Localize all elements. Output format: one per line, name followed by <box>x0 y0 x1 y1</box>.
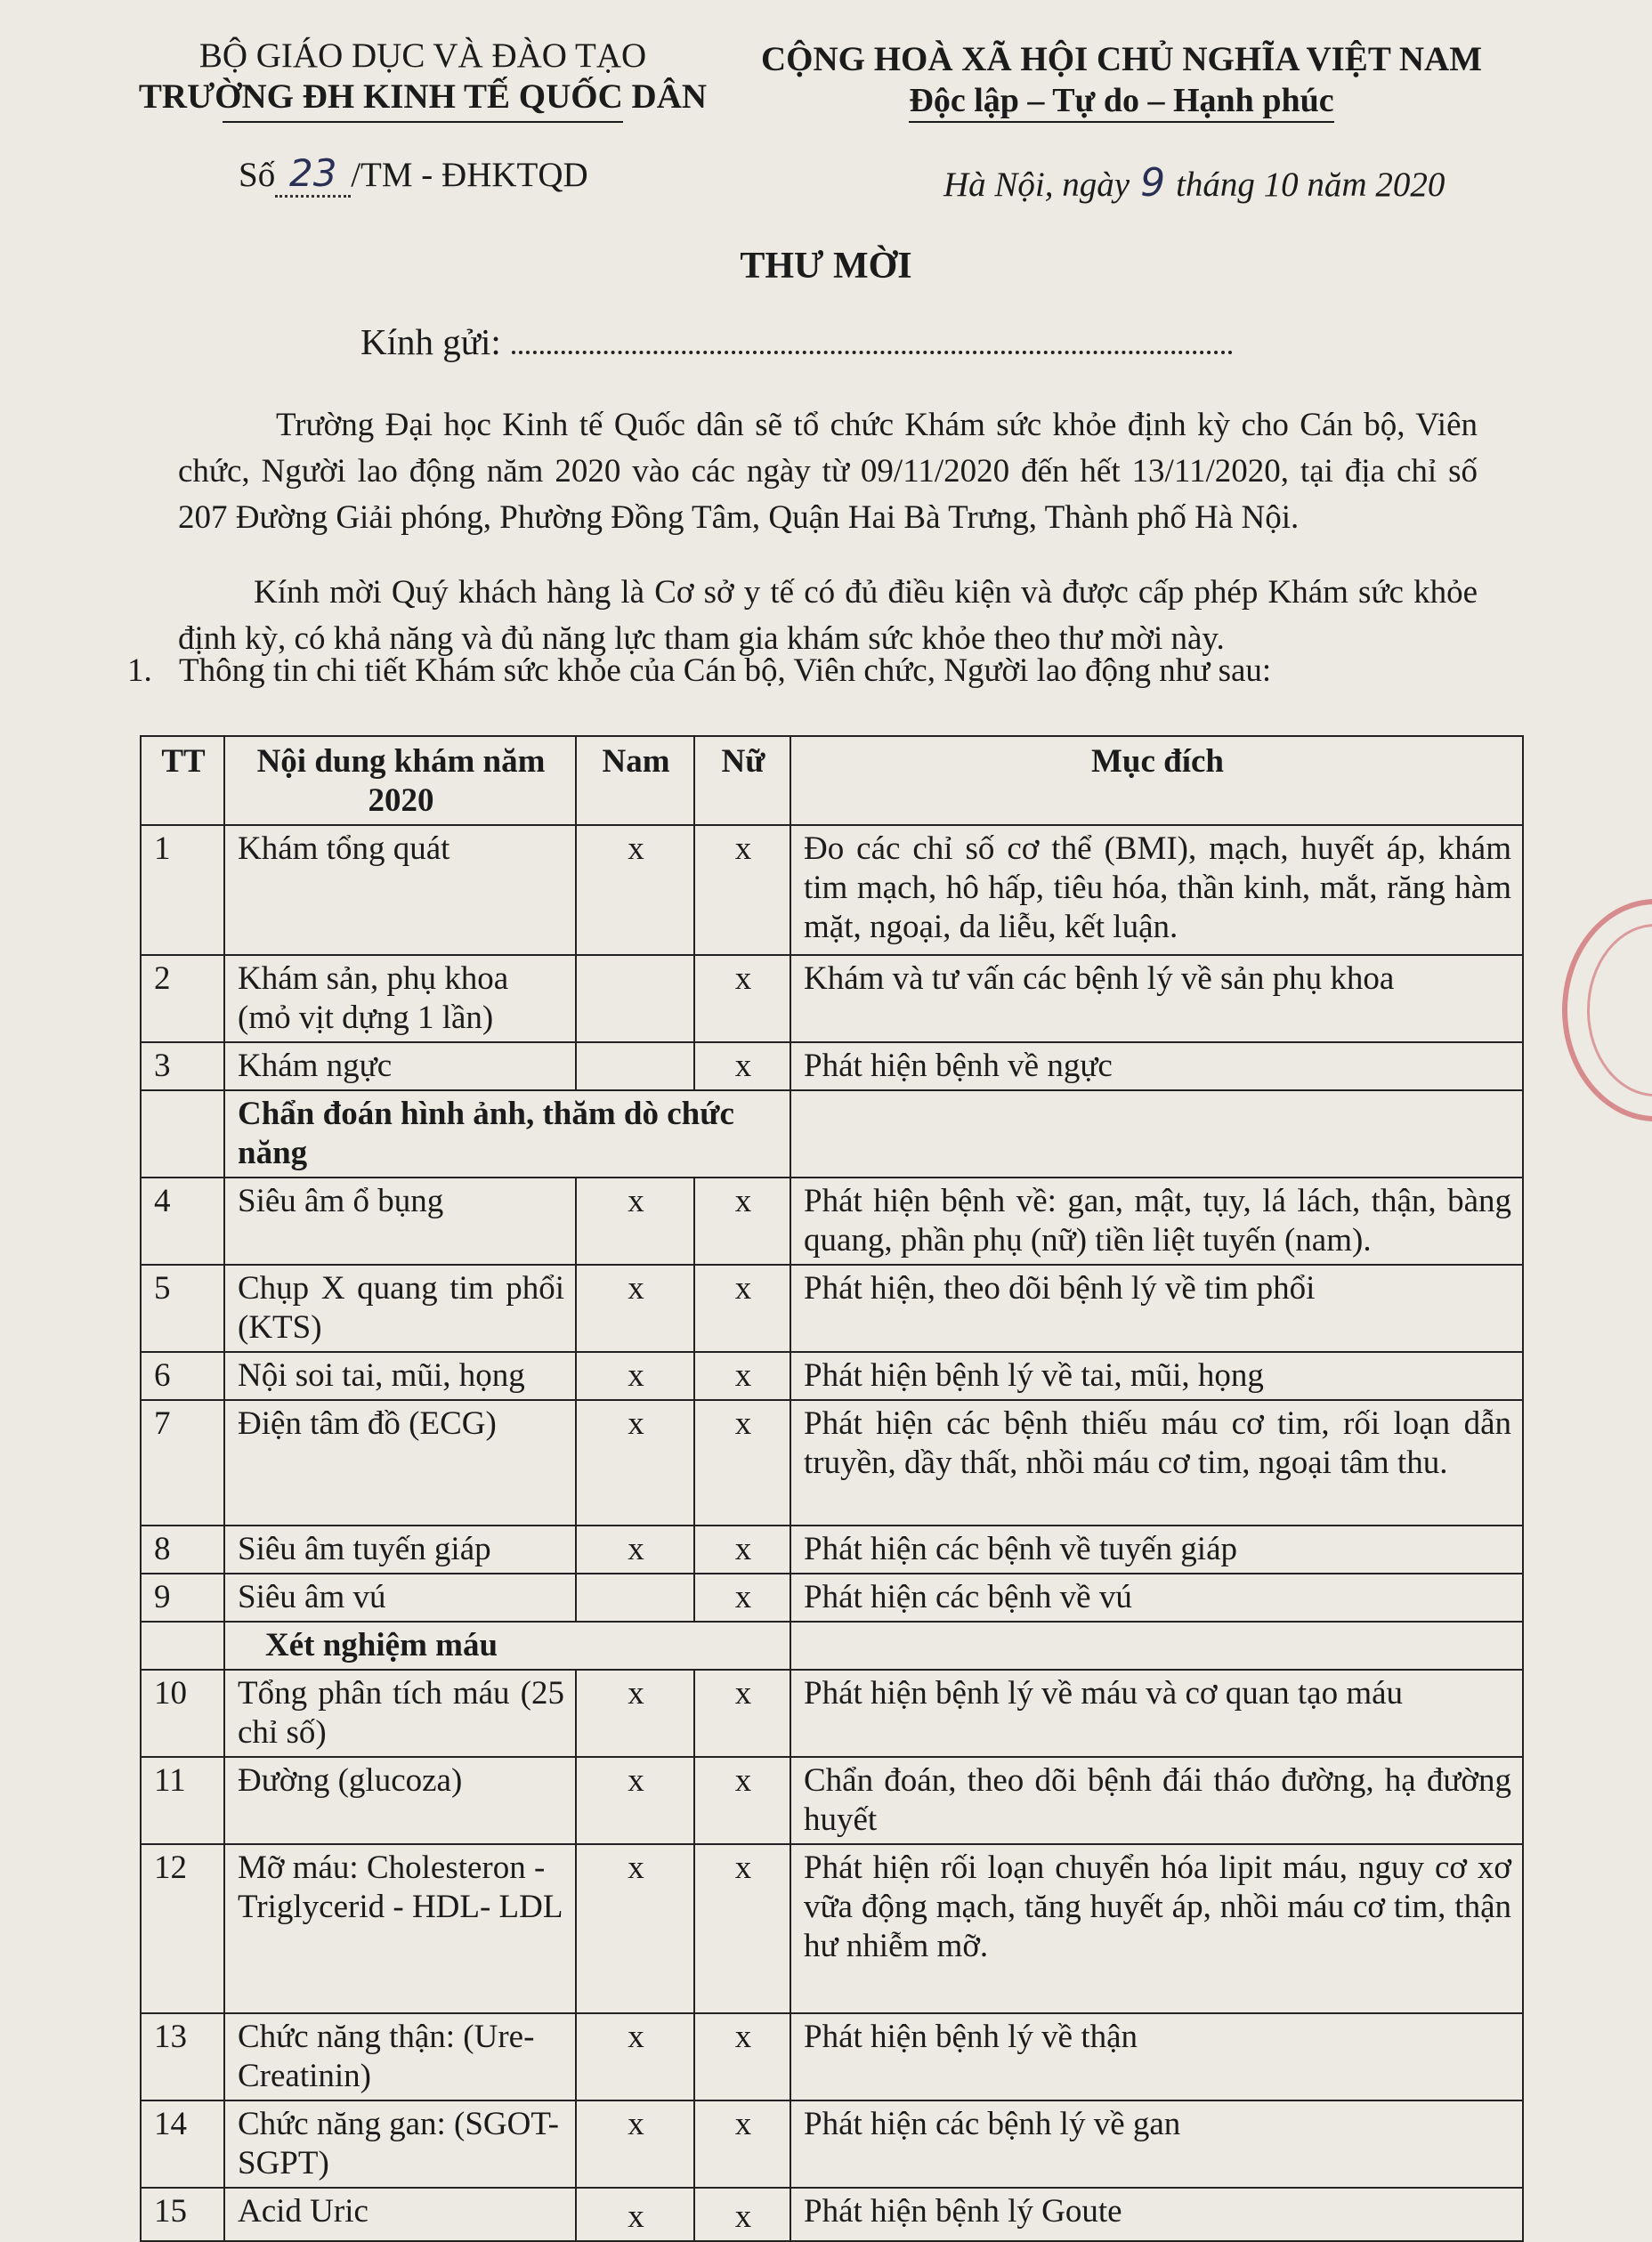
row-tt: 2 <box>141 955 224 1042</box>
header-tt: TT <box>141 736 224 825</box>
row-content: Acid Uric <box>224 2188 576 2241</box>
row-purpose: Phát hiện các bệnh về tuyến giáp <box>790 1526 1523 1574</box>
row-purpose: Phát hiện rối loạn chuyển hóa lipit máu, nguy cơ xơ vữa động mạch, tăng huyết áp, nhồi máu cơ tim, thận hư nhiễm mỡ. <box>790 1844 1523 2013</box>
row-tt: 14 <box>141 2100 224 2188</box>
row-female: x <box>694 2100 790 2188</box>
group-label: Xét nghiệm máu <box>224 1622 790 1670</box>
doc-number-handwritten: 23 <box>275 151 351 198</box>
row-male: x <box>576 1265 694 1352</box>
row-female: x <box>694 2188 790 2241</box>
group-row-imaging <box>141 1090 1523 1178</box>
date-day-handwritten: 9 <box>1140 160 1166 206</box>
doc-number-suffix: /TM - ĐHKTQD <box>351 156 588 194</box>
row-male: x <box>576 1178 694 1265</box>
page-title: THƯ MỜI <box>740 246 912 287</box>
document-number <box>239 151 588 198</box>
row-tt: 10 <box>141 1670 224 1757</box>
row-purpose: Đo các chỉ số cơ thể (BMI), mạch, huyết áp, khám tim mạch, hô hấp, tiêu hóa, thần kinh, mắt, răng hàm mặt, ngoại, da liễu, kết luận. <box>790 825 1523 955</box>
row-male: x <box>576 1352 694 1400</box>
group-tt-empty <box>141 1090 224 1178</box>
table-row <box>141 1400 1523 1526</box>
header-left <box>134 36 712 123</box>
row-tt: 7 <box>141 1400 224 1526</box>
intro-paragraph: Trường Đại học Kinh tế Quốc dân sẽ tổ chức Khám sức khỏe định kỳ cho Cán bộ, Viên chức, Người lao động năm 2020 vào các ngày từ 09/11/2020 đến hết 13/11/2020, tại địa chỉ số 207 Đường Giải phóng, Phường Đồng Tâm, Quận Hai Bà Trưng, Thành phố Hà Nội. <box>178 407 1478 536</box>
row-content: Chức năng thận: (Ure- Creatinin) <box>224 2013 576 2100</box>
group-purpose-empty <box>790 1090 1523 1178</box>
row-female: x <box>694 1526 790 1574</box>
table-row <box>141 1757 1523 1844</box>
table-row <box>141 1670 1523 1757</box>
group-row-blood <box>141 1622 1523 1670</box>
group-tt-empty <box>141 1622 224 1670</box>
table-row <box>141 1844 1523 2013</box>
row-purpose: Phát hiện bệnh về ngực <box>790 1042 1523 1090</box>
row-tt: 6 <box>141 1352 224 1400</box>
row-content: Điện tâm đồ (ECG) <box>224 1400 576 1526</box>
row-male: x <box>576 1400 694 1526</box>
row-content: Khám ngực <box>224 1042 576 1090</box>
row-content: Khám sản, phụ khoa (mỏ vịt dựng 1 lần) <box>224 955 576 1042</box>
row-content: Chụp X quang tim phổi (KTS) <box>224 1265 576 1352</box>
header-content: Nội dung khám năm 2020 <box>224 736 576 825</box>
seal-inner-ring <box>1587 924 1652 1097</box>
row-male: x <box>576 2188 694 2241</box>
row-content: Siêu âm vú <box>224 1574 576 1622</box>
row-tt: 13 <box>141 2013 224 2100</box>
row-tt: 12 <box>141 1844 224 2013</box>
table-row <box>141 2100 1523 2188</box>
row-purpose: Phát hiện các bệnh lý về gan <box>790 2100 1523 2188</box>
row-tt: 8 <box>141 1526 224 1574</box>
section-heading <box>127 652 1271 690</box>
row-female: x <box>694 1265 790 1352</box>
row-tt: 5 <box>141 1265 224 1352</box>
row-female: x <box>694 1178 790 1265</box>
addressee-label: Kính gửi: <box>360 321 501 362</box>
row-tt: 4 <box>141 1178 224 1265</box>
row-female: x <box>694 1670 790 1757</box>
row-purpose: Phát hiện bệnh lý về máu và cơ quan tạo máu <box>790 1670 1523 1757</box>
table-header-row <box>141 736 1523 825</box>
header-right <box>757 39 1486 123</box>
group-purpose-empty <box>790 1622 1523 1670</box>
row-content: Tổng phân tích máu (25 chỉ số) <box>224 1670 576 1757</box>
invitation-paragraph: Kính mời Quý khách hàng là Cơ sở y tế có đủ điều kiện và được cấp phép Khám sức khỏe định kỳ, có khả năng và đủ năng lực tham gia khám sức khỏe theo thư mời này. <box>178 574 1478 657</box>
row-male: x <box>576 825 694 955</box>
row-female: x <box>694 955 790 1042</box>
row-purpose: Phát hiện các bệnh về vú <box>790 1574 1523 1622</box>
row-purpose: Phát hiện, theo dõi bệnh lý về tim phổi <box>790 1265 1523 1352</box>
row-purpose: Phát hiện các bệnh thiếu máu cơ tim, rối loạn dẫn truyền, dầy thất, nhồi máu cơ tim, ngoại tâm thu. <box>790 1400 1523 1526</box>
row-male: x <box>576 1844 694 2013</box>
red-seal-stamp <box>1562 899 1652 1121</box>
header-left-underline <box>223 121 623 123</box>
document-date <box>943 160 1445 206</box>
table-row <box>141 825 1523 955</box>
row-male: x <box>576 2013 694 2100</box>
row-tt: 9 <box>141 1574 224 1622</box>
row-content: Mỡ máu: Cholesteron - Triglycerid - HDL- LDL <box>224 1844 576 2013</box>
ministry-name: BỘ GIÁO DỤC VÀ ĐÀO TẠO <box>198 36 647 75</box>
header-male: Nam <box>576 736 694 825</box>
row-female: x <box>694 825 790 955</box>
row-tt: 11 <box>141 1757 224 1844</box>
table-row <box>141 1178 1523 1265</box>
row-female: x <box>694 1757 790 1844</box>
row-tt: 3 <box>141 1042 224 1090</box>
national-motto: Độc lập – Tự do – Hạnh phúc <box>909 80 1333 123</box>
row-female: x <box>694 1844 790 2013</box>
table-row <box>141 1574 1523 1622</box>
row-purpose: Phát hiện bệnh về: gan, mật, tụy, lá lách, thận, bàng quang, phần phụ (nữ) tiền liệt tuyến (nam). <box>790 1178 1523 1265</box>
row-purpose: Chẩn đoán, theo dõi bệnh đái tháo đường, hạ đường huyết <box>790 1757 1523 1844</box>
row-male: x <box>576 1526 694 1574</box>
row-male <box>576 1574 694 1622</box>
school-name: TRƯỜNG ĐH KINH TẾ QUỐC DÂN <box>138 77 708 116</box>
addressee-blank <box>512 324 1233 354</box>
table-row <box>141 1526 1523 1574</box>
row-purpose: Phát hiện bệnh lý về tai, mũi, họng <box>790 1352 1523 1400</box>
row-male: x <box>576 1757 694 1844</box>
date-prefix: Hà Nội, ngày <box>943 166 1130 204</box>
row-content: Siêu âm tuyến giáp <box>224 1526 576 1574</box>
row-tt: 15 <box>141 2188 224 2241</box>
row-male: x <box>576 1670 694 1757</box>
header-purpose: Mục đích <box>790 736 1523 825</box>
section-text: Thông tin chi tiết Khám sức khỏe của Cán bộ, Viên chức, Người lao động như sau: <box>179 652 1272 689</box>
table-row <box>141 1352 1523 1400</box>
row-content: Siêu âm ổ bụng <box>224 1178 576 1265</box>
date-suffix: tháng 10 năm 2020 <box>1176 166 1446 204</box>
group-label: Chẩn đoán hình ảnh, thăm dò chức năng <box>224 1090 790 1178</box>
row-female: x <box>694 1352 790 1400</box>
row-purpose: Phát hiện bệnh lý Goute <box>790 2188 1523 2241</box>
table-row <box>141 1042 1523 1090</box>
row-female: x <box>694 1400 790 1526</box>
row-male: x <box>576 2100 694 2188</box>
row-female: x <box>694 2013 790 2100</box>
row-content: Khám tổng quát <box>224 825 576 955</box>
row-content: Nội soi tai, mũi, họng <box>224 1352 576 1400</box>
row-male <box>576 955 694 1042</box>
row-female: x <box>694 1042 790 1090</box>
table-row <box>141 2188 1523 2241</box>
row-content: Chức năng gan: (SGOT- SGPT) <box>224 2100 576 2188</box>
row-purpose: Khám và tư vấn các bệnh lý về sản phụ khoa <box>790 955 1523 1042</box>
table-row <box>141 2013 1523 2100</box>
header-female: Nữ <box>694 736 790 825</box>
exam-table <box>140 735 1524 2242</box>
country-name: CỘNG HOÀ XÃ HỘI CHỦ NGHĨA VIỆT NAM <box>760 40 1483 78</box>
row-purpose: Phát hiện bệnh lý về thận <box>790 2013 1523 2100</box>
row-female: x <box>694 1574 790 1622</box>
row-content: Đường (glucoza) <box>224 1757 576 1844</box>
doc-number-prefix: Số <box>239 156 276 194</box>
addressee-line <box>360 320 1233 363</box>
table-row <box>141 1265 1523 1352</box>
row-tt: 1 <box>141 825 224 955</box>
table-row <box>141 955 1523 1042</box>
section-number: 1. <box>127 652 152 689</box>
row-male <box>576 1042 694 1090</box>
